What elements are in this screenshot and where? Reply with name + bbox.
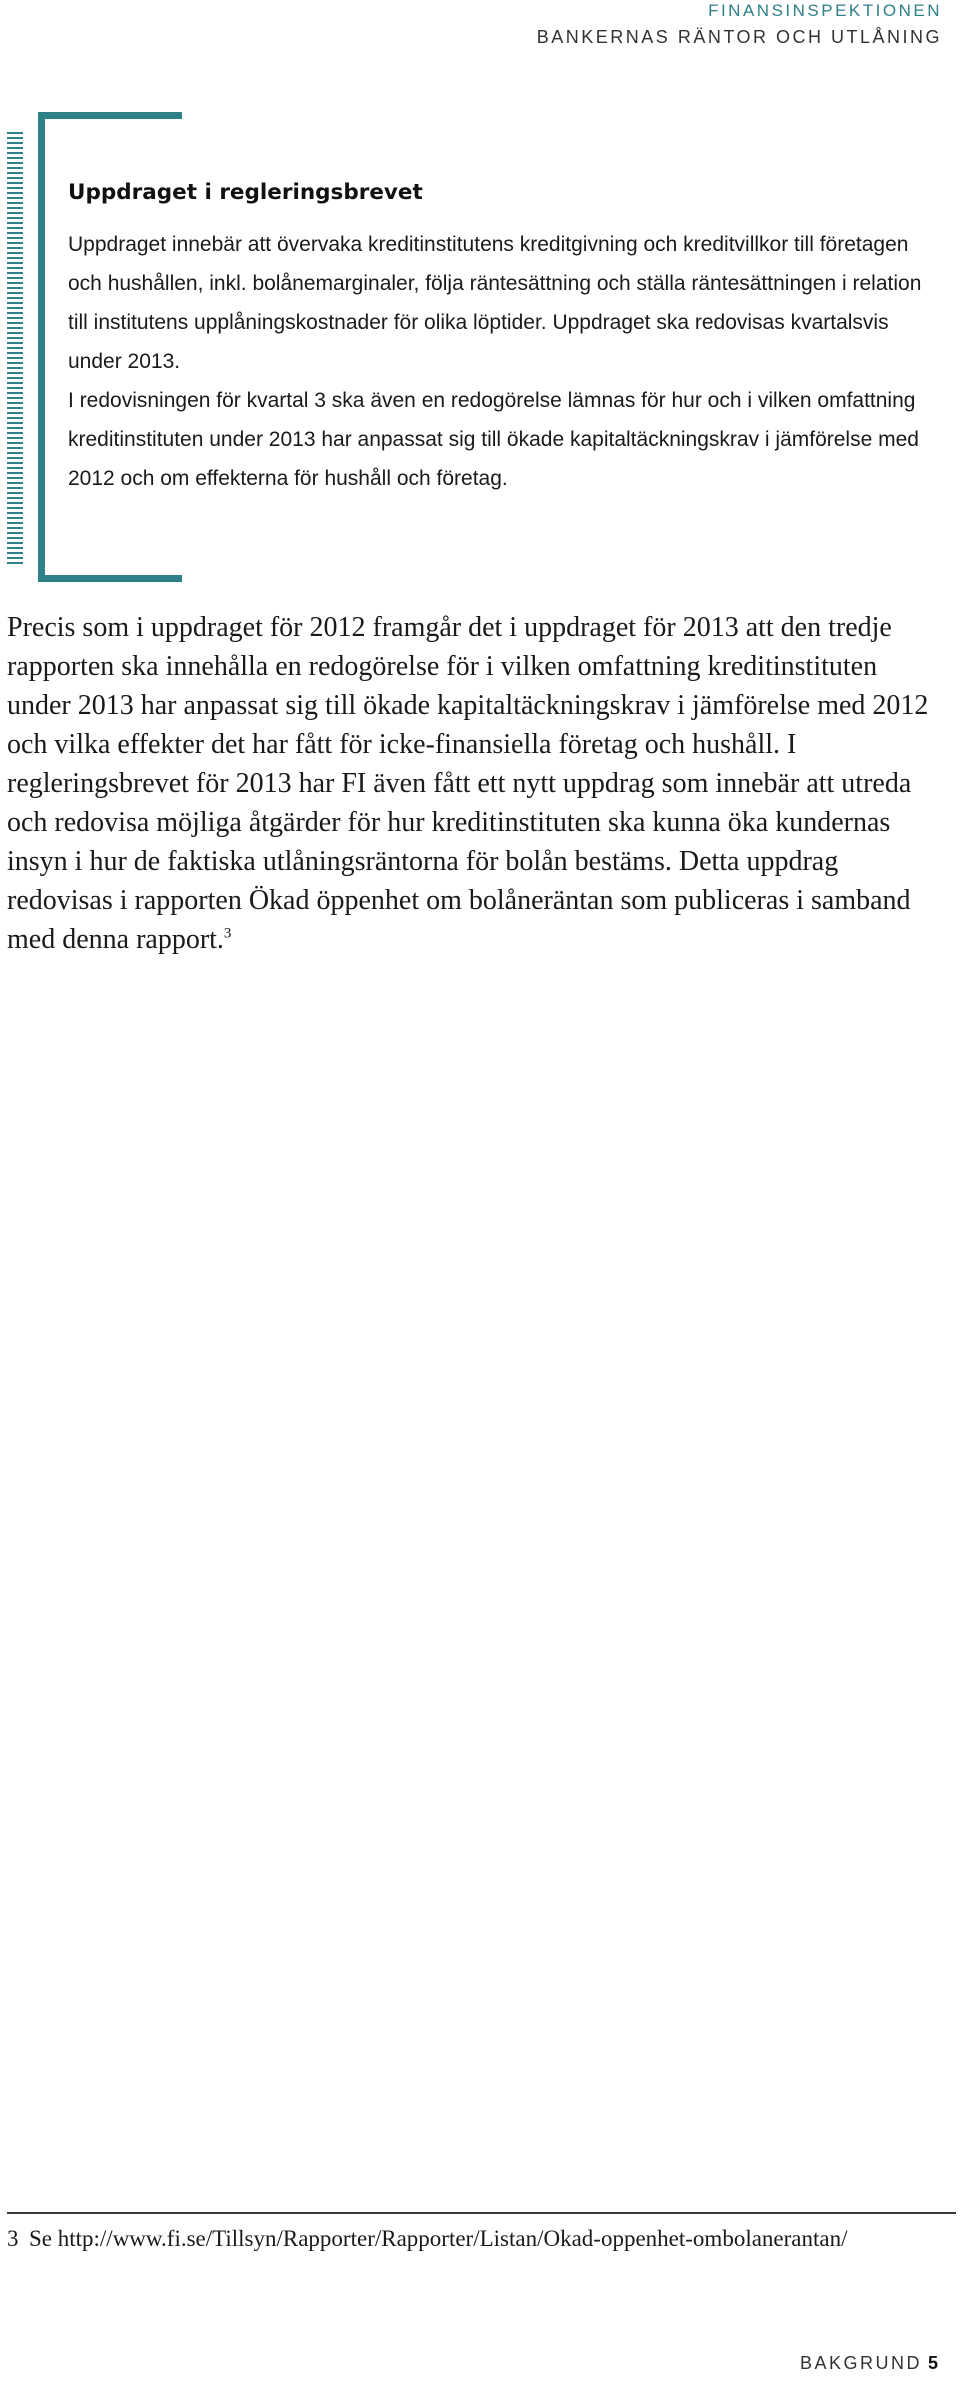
factbox-hatch-decoration [7,132,23,564]
bracket-side-bar [38,112,45,582]
factbox [0,112,960,582]
footnote [7,2221,952,2257]
bracket-top-bar [38,112,182,119]
factbox-paragraph-1: Uppdraget innebär att övervaka kreditinstitutens kreditgivning och kreditvillkor till företagen och hushållen, inkl. bolånemarginaler, följa räntesättning och ställa räntesättningen i relation till institutens upplåningskostnader för olika löptider. Uppdraget ska redovisas kvartalsvis under 2013. [68,233,922,373]
footnote-divider [7,2212,956,2214]
page-number: 5 [927,2353,938,2373]
organization-name: FINANSINSPEKTIONEN [708,1,942,20]
bracket-bottom-bar [38,575,182,582]
section-label: BAKGRUND [799,2353,922,2373]
body-paragraph [7,608,947,959]
footnote-reference[interactable]: 3 [223,925,232,942]
page-header [537,0,942,48]
body-paragraph-text: Precis som i uppdraget för 2012 framgår det i uppdraget för 2013 att den tredje rapporten ska innehålla en redogörelse för i vilken omfattning kreditinstituten under 2013 har anpassat sig till ökade kapitaltäckningskrav i jämförelse med 2012 och vilka effekter det har fått för icke-finansiella företag och hushåll. I regleringsbrevet för 2013 har FI även fått ett nytt uppdrag som innebär att utreda och redovisa möjliga åtgärder för hur kreditinstituten ska kunna öka kundernas insyn i hur de faktiska utlåningsräntorna för bolån bestäms. Detta uppdrag redovisas i rapporten Ökad öppenhet om bolåneräntan som publiceras i samband med denna rapport. [7,612,929,955]
factbox-paragraph-2: I redovisningen för kvartal 3 ska även en redogörelse lämnas för hur och i vilken omfattning kreditinstituten under 2013 har anpassat sig till ökade kapitaltäckningskrav i jämförelse med 2012 och om effekterna för hushåll och företag. [68,389,919,490]
report-title: BANKERNAS RÄNTOR OCH UTLÅNING [536,27,942,47]
factbox-content [68,180,938,498]
footnote-link[interactable]: Se http://www.fi.se/Tillsyn/Rapporter/Rapporter/Listan/Okad-oppenhet-ombolanerantan/ [29,2226,848,2251]
factbox-heading: Uppdraget i regleringsbrevet [68,180,423,205]
page-footer [800,2353,938,2374]
footnote-number: 3 [7,2226,19,2251]
